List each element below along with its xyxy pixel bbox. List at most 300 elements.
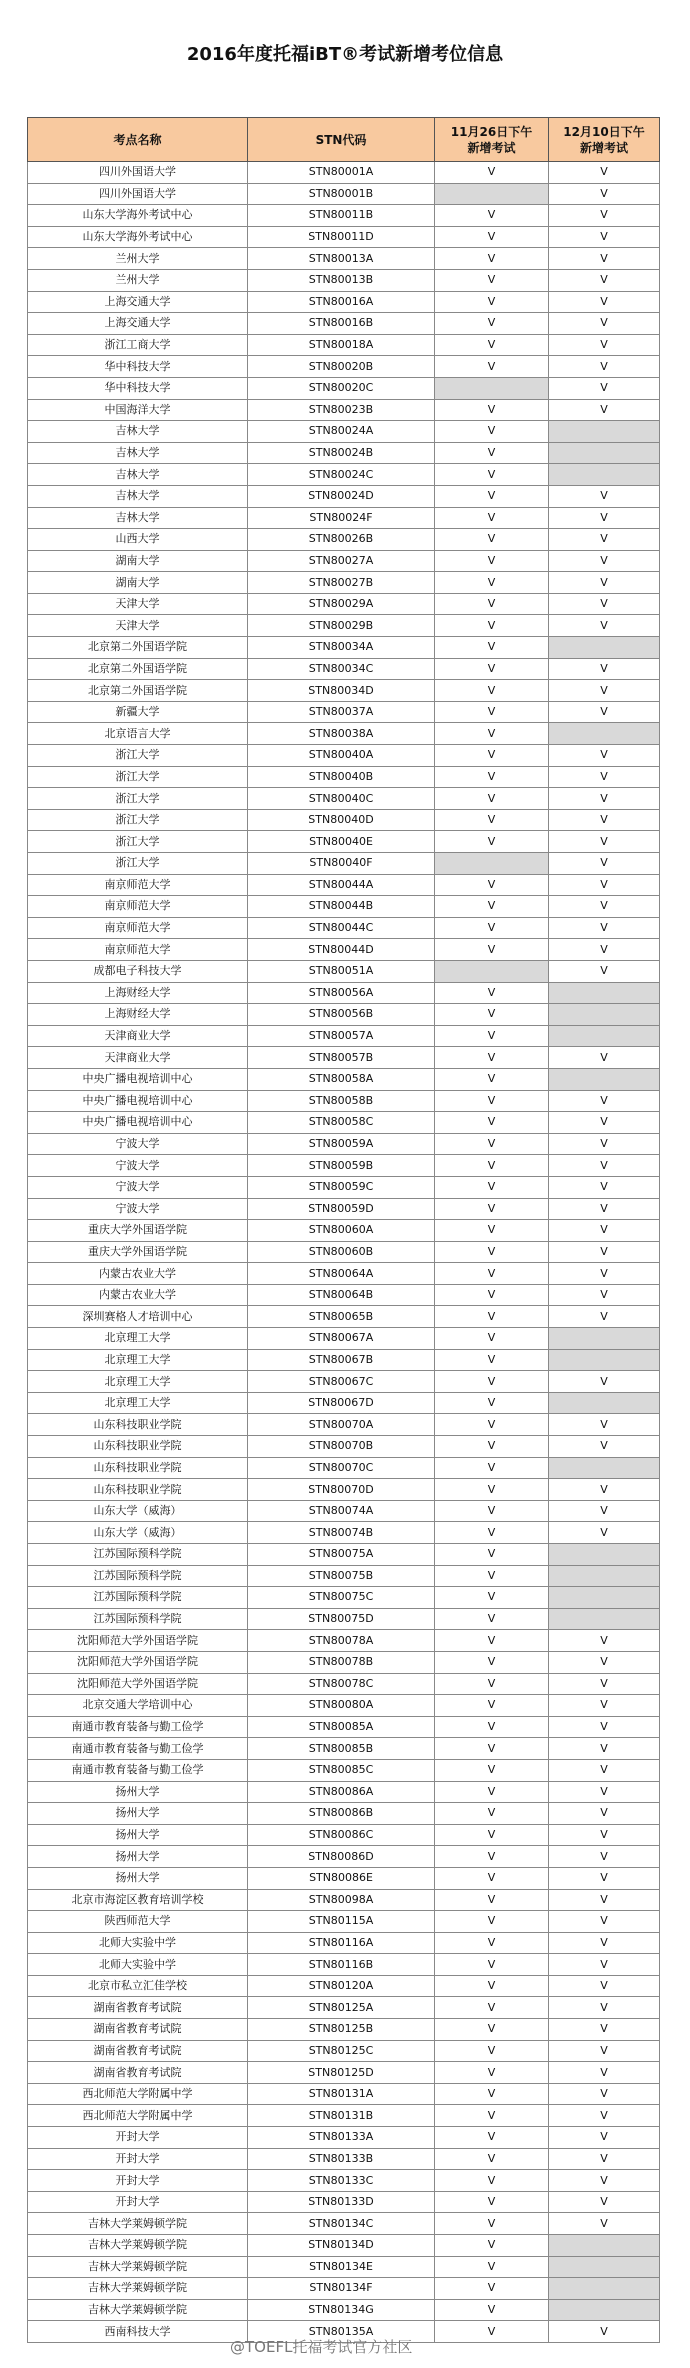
table-row [28,615,660,637]
cell-center-name: 重庆大学外国语学院 [28,1241,248,1263]
header-center-name: 考点名称 [28,118,248,162]
cell-center-name: 湖南省教育考试院 [28,2062,248,2084]
table-row [28,874,660,896]
cell-dec10: V [549,1500,660,1522]
table-row [28,1349,660,1371]
cell-dec10: V [549,1673,660,1695]
table-row [28,939,660,961]
cell-center-name: 深圳赛格人才培训中心 [28,1306,248,1328]
cell-stn-code: STN80060B [248,1241,435,1263]
table-row [28,1997,660,2019]
cell-center-name: 兰州大学 [28,269,248,291]
cell-stn-code: STN80065B [248,1306,435,1328]
cell-stn-code: STN80018A [248,334,435,356]
cell-nov26: V [435,1911,549,1933]
cell-dec10: V [549,1781,660,1803]
cell-dec10: V [549,2105,660,2127]
cell-center-name: 湖南省教育考试院 [28,2040,248,2062]
cell-dec10: V [549,1047,660,1069]
cell-center-name: 中央广播电视培训中心 [28,1112,248,1134]
cell-stn-code: STN80134F [248,2278,435,2300]
cell-center-name: 山东大学海外考试中心 [28,226,248,248]
cell-stn-code: STN80125C [248,2040,435,2062]
cell-nov26: V [435,2278,549,2300]
cell-dec10: V [549,874,660,896]
cell-center-name: 南通市教育装备与勤工俭学 [28,1716,248,1738]
header-nov26: 11月26日下午 新增考试 [435,118,549,162]
cell-center-name: 北京理工大学 [28,1371,248,1393]
cell-center-name: 扬州大学 [28,1803,248,1825]
table-row [28,1738,660,1760]
cell-dec10: V [549,1630,660,1652]
cell-stn-code: STN80098A [248,1889,435,1911]
table-row [28,1176,660,1198]
table-row [28,1328,660,1350]
cell-nov26: V [435,896,549,918]
table-row [28,2019,660,2041]
cell-dec10: V [549,377,660,399]
cell-center-name: 浙江大学 [28,853,248,875]
cell-stn-code: STN80085C [248,1759,435,1781]
cell-center-name: 天津大学 [28,593,248,615]
cell-nov26: V [435,1846,549,1868]
cell-nov26: V [435,1392,549,1414]
table-row [28,1414,660,1436]
cell-stn-code: STN80023B [248,399,435,421]
cell-dec10: V [549,183,660,205]
cell-center-name: 沈阳师范大学外国语学院 [28,1630,248,1652]
cell-nov26: V [435,421,549,443]
cell-nov26: V [435,2062,549,2084]
cell-dec10: V [549,853,660,875]
cell-dec10: V [549,507,660,529]
cell-center-name: 南京师范大学 [28,896,248,918]
cell-stn-code: STN80011B [248,205,435,227]
cell-dec10: V [549,572,660,594]
cell-dec10: V [549,313,660,335]
cell-stn-code: STN80059B [248,1155,435,1177]
cell-stn-code: STN80026B [248,529,435,551]
cell-nov26: V [435,550,549,572]
table-row [28,1587,660,1609]
table-row [28,507,660,529]
cell-dec10: V [549,1479,660,1501]
cell-nov26: V [435,291,549,313]
cell-center-name: 扬州大学 [28,1846,248,1868]
cell-center-name: 山东科技职业学院 [28,1436,248,1458]
table-row [28,1500,660,1522]
cell-dec10: V [549,248,660,270]
cell-stn-code: STN80134G [248,2299,435,2321]
table-row [28,1932,660,1954]
table-row [28,2127,660,2149]
cell-dec10: V [549,2062,660,2084]
cell-stn-code: STN80134D [248,2235,435,2257]
cell-stn-code: STN80125A [248,1997,435,2019]
cell-nov26: V [435,2321,549,2343]
table-row [28,1759,660,1781]
cell-nov26: V [435,442,549,464]
cell-stn-code: STN80024C [248,464,435,486]
cell-nov26: V [435,1565,549,1587]
cell-nov26: V [435,593,549,615]
cell-stn-code: STN80016A [248,291,435,313]
cell-dec10: V [549,269,660,291]
cell-dec10: V [549,2191,660,2213]
cell-dec10 [549,982,660,1004]
table-row [28,291,660,313]
cell-center-name: 陕西师范大学 [28,1911,248,1933]
cell-stn-code: STN80013A [248,248,435,270]
cell-center-name: 扬州大学 [28,1867,248,1889]
cell-nov26: V [435,658,549,680]
table-row [28,2040,660,2062]
table-row [28,550,660,572]
cell-center-name: 宁波大学 [28,1198,248,1220]
table-header-row [28,118,660,162]
cell-dec10: V [549,205,660,227]
cell-center-name: 吉林大学 [28,485,248,507]
cell-dec10 [549,1457,660,1479]
cell-dec10: V [549,1651,660,1673]
cell-center-name: 宁波大学 [28,1133,248,1155]
cell-nov26 [435,960,549,982]
cell-dec10: V [549,2170,660,2192]
cell-dec10 [549,2235,660,2257]
cell-nov26: V [435,2170,549,2192]
table-row [28,1846,660,1868]
table-row [28,1565,660,1587]
cell-nov26: V [435,637,549,659]
cell-center-name: 吉林大学莱姆顿学院 [28,2256,248,2278]
cell-center-name: 天津商业大学 [28,1047,248,1069]
cell-center-name: 山东科技职业学院 [28,1414,248,1436]
header-dec10: 12月10日下午 新增考试 [549,118,660,162]
table-row [28,766,660,788]
cell-stn-code: STN80040E [248,831,435,853]
cell-nov26: V [435,2213,549,2235]
cell-center-name: 山东科技职业学院 [28,1479,248,1501]
table-row [28,1436,660,1458]
cell-stn-code: STN80027A [248,550,435,572]
cell-nov26: V [435,939,549,961]
cell-center-name: 沈阳师范大学外国语学院 [28,1673,248,1695]
cell-center-name: 吉林大学莱姆顿学院 [28,2299,248,2321]
cell-dec10: V [549,2083,660,2105]
cell-stn-code: STN80120A [248,1975,435,1997]
cell-nov26: V [435,1867,549,1889]
cell-center-name: 成都电子科技大学 [28,960,248,982]
cell-center-name: 江苏国际预科学院 [28,1608,248,1630]
cell-center-name: 北师大实验中学 [28,1932,248,1954]
cell-dec10 [549,1004,660,1026]
table-row [28,226,660,248]
cell-nov26: V [435,1803,549,1825]
cell-stn-code: STN80070B [248,1436,435,1458]
table-row [28,1867,660,1889]
cell-center-name: 吉林大学 [28,507,248,529]
cell-center-name: 浙江大学 [28,809,248,831]
table-row [28,248,660,270]
cell-center-name: 吉林大学 [28,464,248,486]
cell-dec10: V [549,1436,660,1458]
cell-center-name: 山东大学（威海） [28,1522,248,1544]
cell-nov26: V [435,1954,549,1976]
cell-dec10: V [549,2019,660,2041]
table-row [28,1155,660,1177]
cell-dec10: V [549,1176,660,1198]
cell-nov26: V [435,313,549,335]
cell-nov26: V [435,1522,549,1544]
cell-dec10: V [549,2127,660,2149]
cell-nov26: V [435,205,549,227]
cell-center-name: 西南科技大学 [28,2321,248,2343]
cell-center-name: 江苏国际预科学院 [28,1587,248,1609]
cell-nov26: V [435,2235,549,2257]
cell-nov26: V [435,1651,549,1673]
cell-stn-code: STN80116A [248,1932,435,1954]
cell-stn-code: STN80080A [248,1695,435,1717]
cell-dec10: V [549,1284,660,1306]
cell-stn-code: STN80133A [248,2127,435,2149]
cell-dec10: V [549,766,660,788]
cell-dec10 [549,442,660,464]
cell-dec10 [549,1328,660,1350]
cell-dec10: V [549,226,660,248]
table-row [28,1220,660,1242]
table-row [28,269,660,291]
cell-dec10: V [549,1414,660,1436]
cell-center-name: 中国海洋大学 [28,399,248,421]
cell-dec10: V [549,550,660,572]
cell-dec10 [549,464,660,486]
cell-nov26: V [435,399,549,421]
cell-stn-code: STN80044D [248,939,435,961]
cell-nov26: V [435,1068,549,1090]
cell-dec10: V [549,2213,660,2235]
table-row [28,162,660,184]
cell-center-name: 上海财经大学 [28,1004,248,1026]
cell-center-name: 北京理工大学 [28,1392,248,1414]
cell-dec10: V [549,1220,660,1242]
cell-nov26: V [435,1241,549,1263]
table-row [28,1090,660,1112]
cell-dec10: V [549,615,660,637]
cell-dec10: V [549,334,660,356]
table-row [28,2062,660,2084]
cell-dec10: V [549,356,660,378]
cell-stn-code: STN80086A [248,1781,435,1803]
table-row [28,1371,660,1393]
cell-stn-code: STN80060A [248,1220,435,1242]
cell-center-name: 重庆大学外国语学院 [28,1220,248,1242]
cell-center-name: 吉林大学莱姆顿学院 [28,2213,248,2235]
cell-dec10: V [549,831,660,853]
cell-dec10: V [549,2321,660,2343]
table-row [28,1479,660,1501]
table-row [28,701,660,723]
cell-center-name: 北京第二外国语学院 [28,680,248,702]
table-row [28,1241,660,1263]
cell-center-name: 宁波大学 [28,1155,248,1177]
cell-dec10: V [549,1133,660,1155]
cell-stn-code: STN80038A [248,723,435,745]
cell-center-name: 山东大学海外考试中心 [28,205,248,227]
table-row [28,723,660,745]
cell-dec10 [549,2278,660,2300]
cell-dec10: V [549,1716,660,1738]
cell-nov26: V [435,982,549,1004]
cell-dec10: V [549,1371,660,1393]
cell-center-name: 宁波大学 [28,1176,248,1198]
cell-nov26: V [435,788,549,810]
cell-dec10: V [549,399,660,421]
cell-nov26: V [435,1306,549,1328]
cell-dec10: V [549,291,660,313]
cell-stn-code: STN80020C [248,377,435,399]
cell-dec10: V [549,1090,660,1112]
cell-dec10: V [549,485,660,507]
cell-stn-code: STN80125D [248,2062,435,2084]
cell-stn-code: STN80086C [248,1824,435,1846]
cell-stn-code: STN80133C [248,2170,435,2192]
cell-stn-code: STN80020B [248,356,435,378]
cell-nov26: V [435,1587,549,1609]
cell-stn-code: STN80074A [248,1500,435,1522]
cell-nov26: V [435,917,549,939]
cell-nov26: V [435,1328,549,1350]
cell-stn-code: STN80044B [248,896,435,918]
cell-nov26: V [435,2105,549,2127]
cell-nov26: V [435,1457,549,1479]
cell-center-name: 华中科技大学 [28,377,248,399]
cell-stn-code: STN80058B [248,1090,435,1112]
cell-center-name: 上海交通大学 [28,291,248,313]
cell-dec10 [549,1392,660,1414]
cell-stn-code: STN80067A [248,1328,435,1350]
cell-center-name: 西北师范大学附属中学 [28,2083,248,2105]
cell-nov26 [435,183,549,205]
cell-center-name: 北京理工大学 [28,1349,248,1371]
cell-dec10: V [549,1867,660,1889]
cell-nov26: V [435,1695,549,1717]
cell-dec10: V [549,745,660,767]
table-row [28,529,660,551]
cell-nov26 [435,377,549,399]
watermark: @TOEFL托福考试官方社区 [230,2338,413,2356]
cell-dec10 [549,1565,660,1587]
cell-stn-code: STN80044C [248,917,435,939]
cell-center-name: 北京交通大学培训中心 [28,1695,248,1717]
cell-center-name: 湖南大学 [28,550,248,572]
table-row [28,2105,660,2127]
cell-nov26: V [435,1738,549,1760]
cell-nov26: V [435,1716,549,1738]
cell-center-name: 浙江大学 [28,788,248,810]
cell-dec10: V [549,1889,660,1911]
table-row [28,1263,660,1285]
cell-stn-code: STN80057A [248,1025,435,1047]
cell-stn-code: STN80040B [248,766,435,788]
table-row [28,1522,660,1544]
table-row [28,2256,660,2278]
table-row [28,1803,660,1825]
cell-dec10 [549,1025,660,1047]
cell-nov26: V [435,1263,549,1285]
table-row [28,2213,660,2235]
cell-stn-code: STN80070D [248,1479,435,1501]
table-row [28,2148,660,2170]
cell-nov26: V [435,1090,549,1112]
cell-dec10: V [549,1112,660,1134]
cell-stn-code: STN80027B [248,572,435,594]
table-row [28,421,660,443]
cell-dec10: V [549,529,660,551]
cell-nov26: V [435,269,549,291]
cell-center-name: 中央广播电视培训中心 [28,1090,248,1112]
cell-stn-code: STN80086D [248,1846,435,1868]
table-row [28,853,660,875]
cell-dec10: V [549,593,660,615]
cell-stn-code: STN80040C [248,788,435,810]
cell-center-name: 浙江大学 [28,831,248,853]
cell-stn-code: STN80029B [248,615,435,637]
cell-stn-code: STN80051A [248,960,435,982]
table-row [28,1112,660,1134]
header-stn-code: STN代码 [248,118,435,162]
table-row [28,1651,660,1673]
cell-center-name: 湖南大学 [28,572,248,594]
table-row [28,356,660,378]
cell-nov26: V [435,615,549,637]
table-row [28,485,660,507]
table-row [28,464,660,486]
cell-stn-code: STN80116B [248,1954,435,1976]
cell-stn-code: STN80064A [248,1263,435,1285]
cell-stn-code: STN80078A [248,1630,435,1652]
cell-dec10: V [549,1522,660,1544]
cell-nov26: V [435,464,549,486]
cell-dec10: V [549,1306,660,1328]
cell-dec10: V [549,1263,660,1285]
cell-center-name: 江苏国际预科学院 [28,1544,248,1566]
cell-dec10: V [549,1846,660,1868]
table-row [28,1954,660,1976]
cell-center-name: 北京理工大学 [28,1328,248,1350]
cell-center-name: 上海交通大学 [28,313,248,335]
cell-nov26: V [435,529,549,551]
cell-center-name: 西北师范大学附属中学 [28,2105,248,2127]
cell-center-name: 南京师范大学 [28,939,248,961]
cell-nov26: V [435,2191,549,2213]
cell-nov26: V [435,809,549,831]
cell-dec10: V [549,809,660,831]
table-row [28,1911,660,1933]
cell-stn-code: STN80135A [248,2321,435,2343]
cell-stn-code: STN80059D [248,1198,435,1220]
cell-stn-code: STN80070A [248,1414,435,1436]
cell-dec10: V [549,1198,660,1220]
cell-stn-code: STN80037A [248,701,435,723]
cell-dec10 [549,1544,660,1566]
cell-stn-code: STN80086B [248,1803,435,1825]
cell-stn-code: STN80056A [248,982,435,1004]
cell-nov26: V [435,701,549,723]
cell-stn-code: STN80067B [248,1349,435,1371]
cell-center-name: 吉林大学 [28,442,248,464]
cell-stn-code: STN80034C [248,658,435,680]
cell-nov26: V [435,1025,549,1047]
